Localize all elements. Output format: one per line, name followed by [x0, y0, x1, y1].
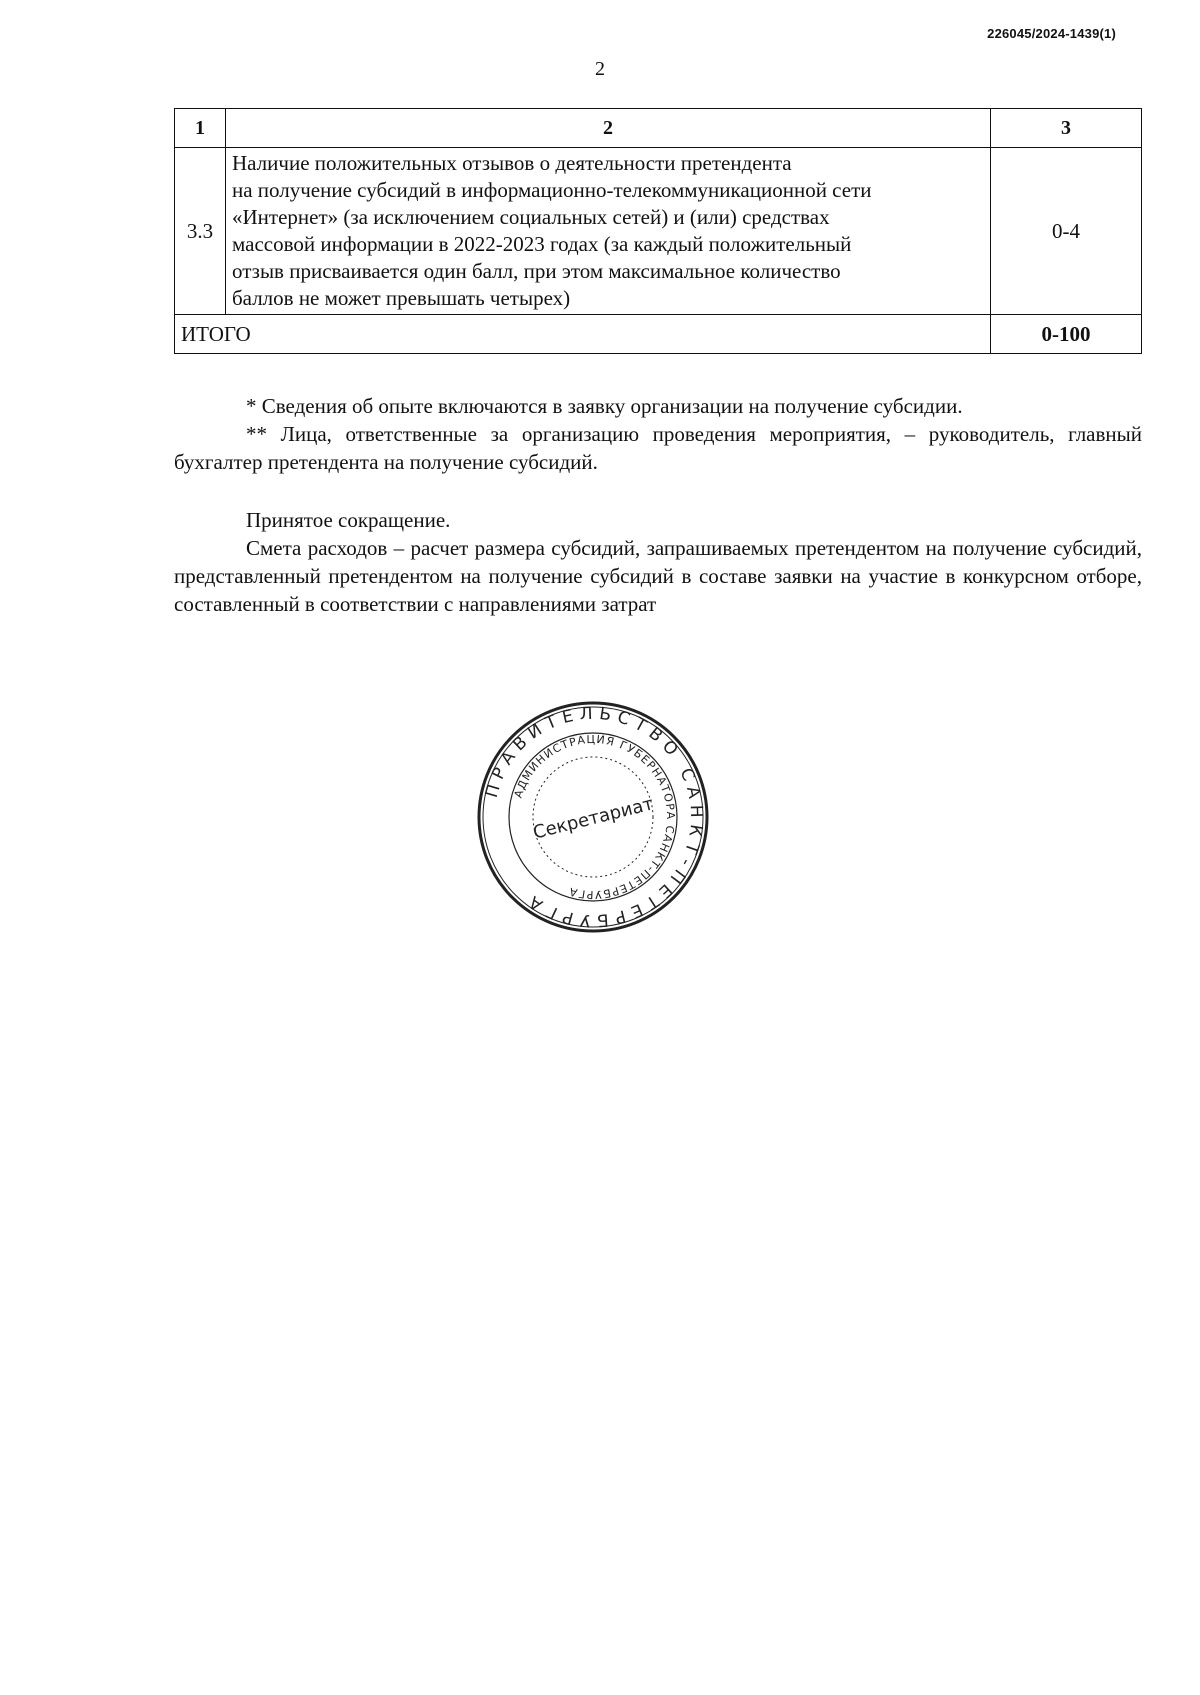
row-number: 3.3 — [175, 148, 226, 315]
footnotes — [174, 392, 1142, 476]
official-seal — [476, 700, 710, 934]
footnote-responsible: ** Лица, ответственные за организацию проведения мероприятия, – руководитель, главный бухгалтер претендента на получение субсидий. — [174, 422, 1142, 474]
seal-inner-text: АДМИНИСТРАЦИЯ ГУБЕРНАТОРА САНКТ-ПЕТЕРБУРГА — [511, 732, 678, 902]
total-row — [175, 315, 1142, 354]
criterion-line: Наличие положительных отзывов о деятельности претендента — [232, 151, 792, 175]
page-number: 2 — [595, 58, 605, 80]
seal-outer-text: ПРАВИТЕЛЬСТВО САНКТ-ПЕТЕРБУРГА — [481, 703, 707, 931]
criterion-line: отзыв присваивается один балл, при этом максимальное количество — [232, 259, 841, 283]
header-col-3: 3 — [991, 109, 1142, 148]
criteria-table — [174, 108, 1142, 354]
criterion-text — [226, 148, 991, 315]
header-col-1: 1 — [175, 109, 226, 148]
total-points: 0-100 — [991, 315, 1142, 354]
criterion-line: баллов не может превышать четырех) — [232, 286, 571, 310]
total-label: ИТОГО — [175, 315, 991, 354]
abbreviation-heading: Принятое сокращение. — [246, 508, 451, 532]
criterion-line: массовой информации в 2022-2023 годах (за каждый положительный — [232, 232, 852, 256]
criterion-line: «Интернет» (за исключением социальных сетей) и (или) средствах — [232, 205, 830, 229]
abbreviation-text: Смета расходов – расчет размера субсидий, запрашиваемых претендентом на получение субсидий, представленный претендентом на получение субсидий в составе заявки на участие в конкурсном отборе, составленный в соответствии с направлениями затрат — [174, 536, 1142, 616]
table-header-row — [175, 109, 1142, 148]
header-col-2: 2 — [226, 109, 991, 148]
document-number: 226045/2024-1439(1) — [987, 26, 1116, 41]
seal-center-text: Секретариат — [531, 793, 656, 844]
points-cell: 0-4 — [991, 148, 1142, 315]
table-row — [175, 148, 1142, 315]
footnote-experience: * Сведения об опыте включаются в заявку организации на получение субсидии. — [246, 394, 963, 418]
criterion-line: на получение субсидий в информационно-телекоммуникационной сети — [232, 178, 872, 202]
abbreviation-section — [174, 506, 1142, 618]
